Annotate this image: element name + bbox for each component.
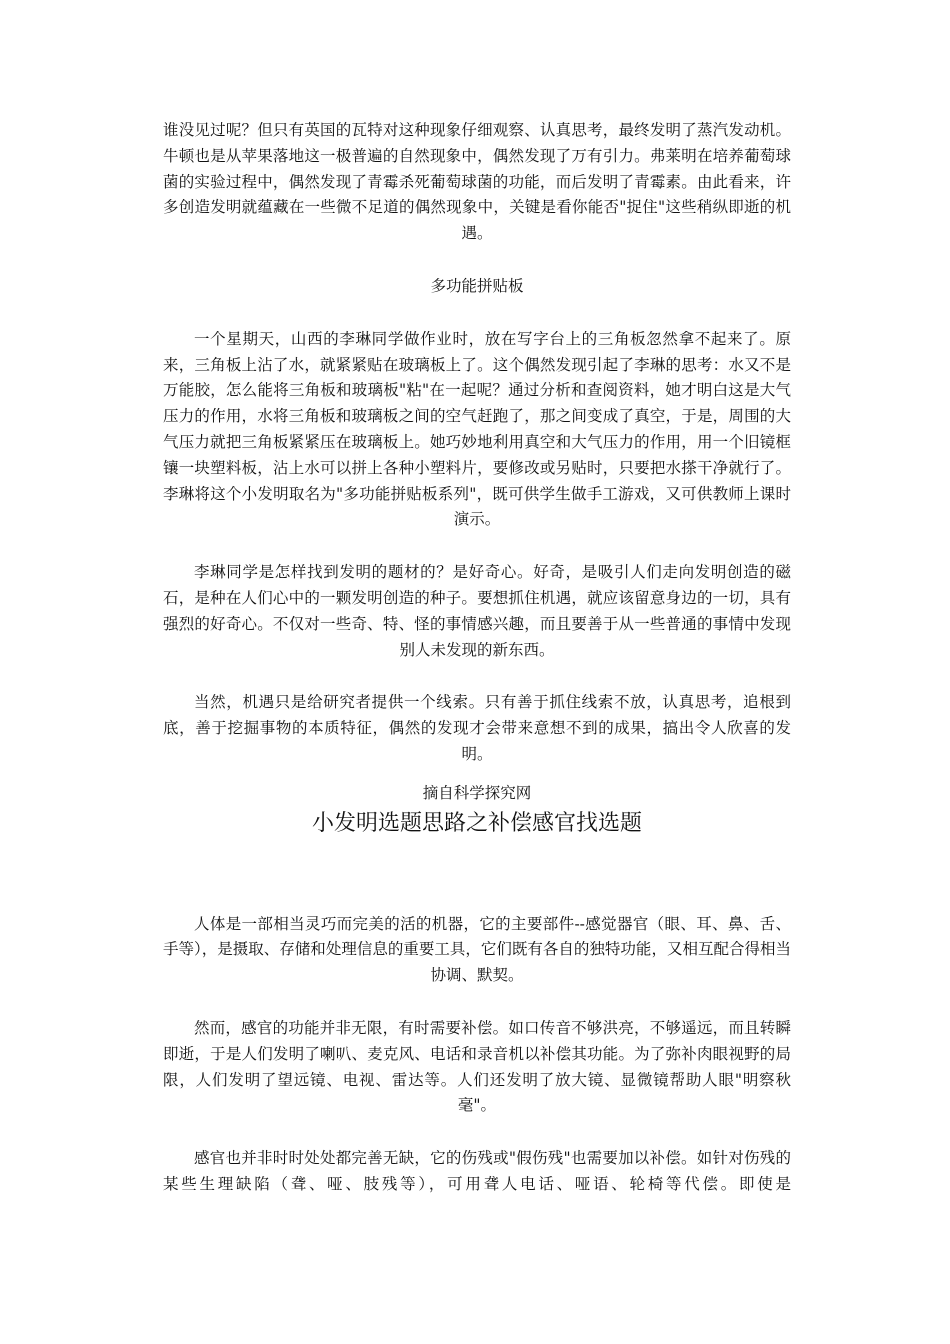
- paragraph-curiosity: 李琳同学是怎样找到发明的题材的？是好奇心。好奇，是吸引人们走向发明创造的磁石，是种在人们心中的一颗发明创造的种子。要想抓住机遇，就应该留意身边的一切，具有强烈的好奇心。不仅对一些奇、特、怪的事情感兴趣，而且要善于从一些普通的事情中发现别人未发现的新东西。: [163, 563, 791, 659]
- paragraph-disability-compensation: 感官也并非时时处处都完善无缺，它的伤残或"假伤残"也需要加以补偿。如针对伤残的某些生理缺陷（聋、哑、肢残等），可用聋人电话、哑语、轮椅等代偿。即使是: [163, 1149, 791, 1193]
- article-title: 小发明选题思路之补偿感官找选题: [311, 810, 642, 836]
- section-subtitle: 多功能拼贴板: [430, 276, 524, 295]
- paragraph-opportunity: 当然，机遇只是给研究者提供一个线索。只有善于抓住线索不放，认真思考，追根到底，善于挖掘事物的本质特征，偶然的发现才会带来意想不到的成果，搞出令人欣喜的发明。: [163, 693, 791, 763]
- document-page: [163, 118, 791, 1198]
- paragraph-human-body: 人体是一部相当灵巧而完美的活的机器，它的主要部件--感觉器官（眼、耳、鼻、舌、手等），是摄取、存储和处理信息的重要工具，它们既有各自的独特功能，又相互配合得相当协调、默契。: [163, 914, 791, 985]
- paragraph-sense-compensation: 然而，感官的功能并非无限，有时需要补偿。如口传音不够洪亮，不够遥远，而且转瞬即逝，于是人们发明了喇叭、麦克风、电话和录音机以补偿其功能。为了弥补肉眼视野的局限，人们发明了望远镜、电视、雷达等。人们还发明了放大镜、显微镜帮助人眼"明察秋毫"。: [163, 1018, 791, 1115]
- paragraph-steam-engine: 谁没见过呢？但只有英国的瓦特对这种现象仔细观察、认真思考，最终发明了蒸汽发动机。牛顿也是从苹果落地这一极普遍的自然现象中，偶然发现了万有引力。弗莱明在培养葡萄球菌的实验过程中，偶然发现了青霉杀死葡萄球菌的功能，而后发明了青霉素。由此看来，许多创造发明就蕴藏在一些微不足道的偶然现象中，关键是看你能否"捉住"这些稍纵即逝的机遇。: [163, 121, 791, 243]
- paragraph-li-lin-story: 一个星期天，山西的李琳同学做作业时，放在写字台上的三角板忽然拿不起来了。原来，三角板上沾了水，就紧紧贴在玻璃板上了。这个偶然发现引起了李琳的思考：水又不是万能胶，怎么能将三角板和玻璃板"粘"在一起呢？通过分析和查阅资料，她才明白这是大气压力的作用，水将三角板和玻璃板之间的空气赶跑了，那之间变成了真空，于是，周围的大气压力就把三角板紧紧压在玻璃板上。她巧妙地利用真空和大气压力的作用，用一个旧镜框镶一块塑料板，沾上水可以拼上各种小塑料片，要修改或另贴时，只要把水搽干净就行了。李琳将这个小发明取名为"多功能拼贴板系列"，既可供学生做手工游戏，又可供教师上课时演示。: [163, 329, 791, 529]
- source-note: 摘自科学探究网: [422, 783, 532, 802]
